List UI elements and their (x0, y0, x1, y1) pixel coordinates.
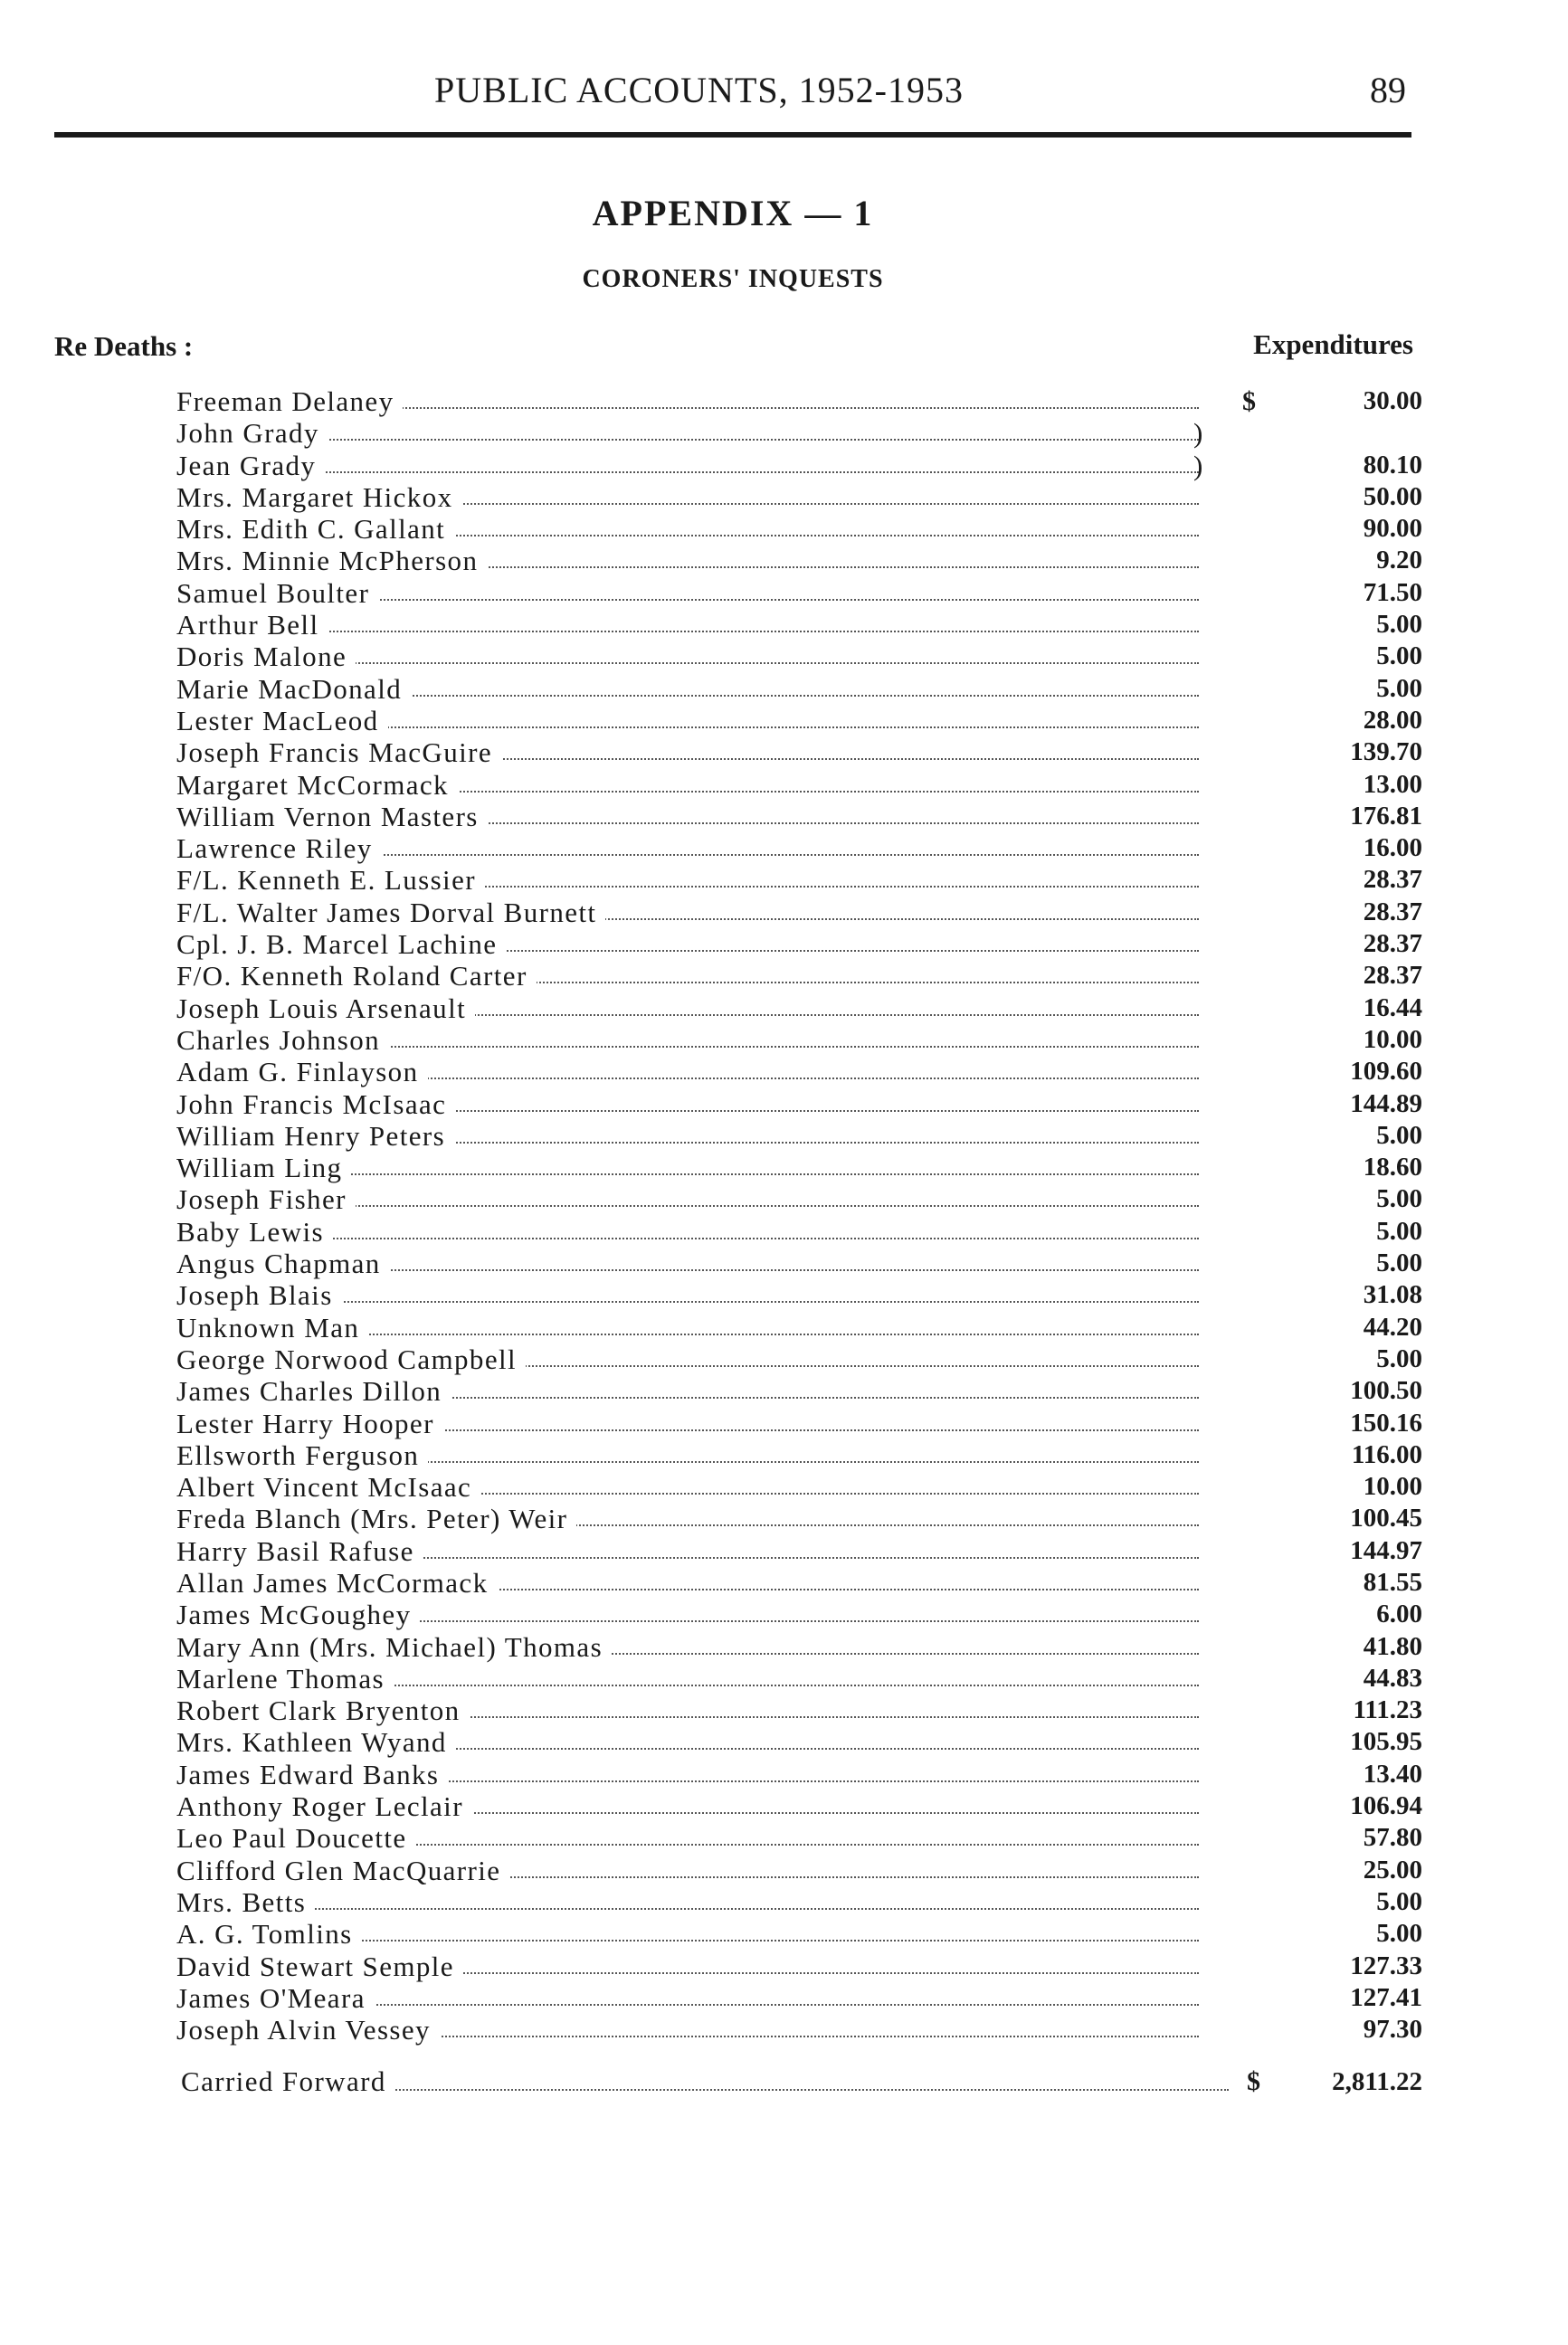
entry-name: Albert Vincent McIsaac (176, 1471, 480, 1503)
entry-amount: 9.20 (1376, 546, 1422, 575)
entry-name: Jean Grady (176, 450, 325, 481)
list-item (176, 1695, 1422, 1726)
entry-name: Mary Ann (Mrs. Michael) Thomas (176, 1631, 612, 1663)
list-item (176, 1886, 1422, 1918)
entry-amount: 50.00 (1363, 481, 1422, 511)
dot-leader (185, 1238, 1199, 1239)
entry-name: Margaret McCormack (176, 769, 458, 801)
entry-name: Lester Harry Hooper (176, 1408, 443, 1439)
re-deaths-label: Re Deaths : (54, 330, 194, 362)
entry-name: Mrs. Kathleen Wyand (176, 1726, 456, 1758)
list-item (176, 1471, 1422, 1503)
entry-amount: 5.00 (1376, 673, 1422, 703)
list-item (176, 545, 1422, 576)
entry-amount: 176.81 (1350, 801, 1422, 831)
dot-leader (185, 1908, 1199, 1910)
dot-leader (185, 439, 1199, 441)
header-rule (54, 132, 1411, 138)
section-title: CORONERS' INQUESTS (582, 265, 884, 293)
entry-name: Mrs. Minnie McPherson (176, 545, 487, 576)
list-item (176, 1951, 1422, 1982)
entry-name: F/L. Walter James Dorval Burnett (176, 897, 605, 928)
list-item (176, 1120, 1422, 1152)
carried-forward-amount: 2,811.22 (1332, 2067, 1422, 2096)
list-item (176, 960, 1422, 992)
entry-name: John Grady (176, 417, 328, 449)
list-item (176, 1216, 1422, 1248)
list-item (176, 1312, 1422, 1343)
entry-amount: 5.00 (1376, 1120, 1422, 1150)
list-item (176, 513, 1422, 545)
list-item (176, 1183, 1422, 1215)
appendix-title: APPENDIX — 1 (592, 193, 874, 233)
entry-name: Allan James McCormack (176, 1567, 498, 1599)
entry-name: Mrs. Edith C. Gallant (176, 513, 454, 545)
entry-name: F/O. Kenneth Roland Carter (176, 960, 537, 992)
entry-name: Clifford Glen MacQuarrie (176, 1855, 509, 1886)
entry-amount: 144.89 (1350, 1088, 1422, 1118)
entry-name: Freda Blanch (Mrs. Peter) Weir (176, 1503, 576, 1534)
entry-amount: 139.70 (1350, 737, 1422, 767)
entry-amount: 6.00 (1376, 1600, 1422, 1629)
entry-amount: 109.60 (1350, 1057, 1422, 1087)
list-item (176, 1855, 1422, 1886)
entry-amount: 18.60 (1363, 1153, 1422, 1182)
entry-amount: 116.00 (1351, 1439, 1422, 1469)
list-item (176, 1567, 1422, 1599)
list-item (176, 705, 1422, 736)
list-item (176, 1663, 1422, 1695)
entry-amount: 31.08 (1363, 1280, 1422, 1310)
entry-name: Marlene Thomas (176, 1663, 394, 1695)
entry-amount: 106.94 (1350, 1791, 1422, 1821)
entry-amount: 16.44 (1363, 992, 1422, 1022)
entry-amount: 90.00 (1363, 514, 1422, 544)
entry-name: Charles Johnson (176, 1024, 389, 1056)
entry-amount: 97.30 (1363, 2015, 1422, 2045)
entry-name: William Henry Peters (176, 1120, 454, 1152)
entry-amount: 81.55 (1363, 1567, 1422, 1597)
entry-amount: 16.00 (1363, 833, 1422, 863)
entry-amount: 28.00 (1363, 705, 1422, 735)
entry-name: F/L. Kenneth E. Lussier (176, 864, 485, 896)
list-item (176, 2014, 1422, 2046)
list-item (176, 417, 1422, 449)
entry-amount: 13.40 (1363, 1759, 1422, 1789)
entry-name: James Edward Banks (176, 1759, 448, 1790)
entry-name: Joseph Alvin Vessey (176, 2014, 440, 2046)
entry-amount: 44.83 (1363, 1663, 1422, 1693)
entry-amount: 5.00 (1376, 1216, 1422, 1246)
list-item (176, 1152, 1422, 1183)
entry-name: William Ling (176, 1152, 351, 1183)
dot-leader (185, 631, 1199, 632)
carried-forward-row (181, 2065, 1422, 2098)
entry-amount: 150.16 (1350, 1408, 1422, 1438)
list-item (176, 801, 1422, 832)
entry-name: Mrs. Margaret Hickox (176, 481, 462, 513)
entry-name: Joseph Blais (176, 1279, 342, 1311)
dot-leader (185, 471, 1199, 473)
entry-name: Freeman Delaney (176, 385, 403, 417)
entry-name: James McGoughey (176, 1599, 420, 1630)
entry-amount: 57.80 (1363, 1823, 1422, 1853)
entry-name: David Stewart Semple (176, 1951, 463, 1982)
bracket-mark: ) (1193, 449, 1203, 481)
entry-name: Adam G. Finlayson (176, 1056, 428, 1087)
list-item (176, 736, 1422, 768)
list-item (176, 1759, 1422, 1790)
entry-amount: 71.50 (1363, 577, 1422, 607)
list-item (176, 385, 1422, 417)
list-item (176, 577, 1422, 609)
entry-amount: 25.00 (1363, 1855, 1422, 1885)
list-item (176, 481, 1422, 513)
entry-name: Baby Lewis (176, 1216, 333, 1248)
list-item (176, 1982, 1422, 2014)
list-item (176, 1343, 1422, 1375)
entry-name: Robert Clark Bryenton (176, 1695, 470, 1726)
entry-name: Mrs. Betts (176, 1886, 315, 1918)
entry-name: A. G. Tomlins (176, 1918, 362, 1950)
entry-amount: 5.00 (1376, 610, 1422, 640)
entry-name: Ellsworth Ferguson (176, 1439, 428, 1471)
entry-name: James Charles Dillon (176, 1375, 451, 1407)
expenditures-column-heading: Expenditures (1253, 328, 1413, 360)
list-item (176, 897, 1422, 928)
entry-name: Harry Basil Rafuse (176, 1535, 423, 1567)
entry-amount: 10.00 (1363, 1472, 1422, 1502)
list-item (176, 769, 1422, 801)
entry-amount: 80.10 (1363, 450, 1422, 479)
entry-name: Doris Malone (176, 641, 356, 672)
entry-name: Joseph Fisher (176, 1183, 356, 1215)
list-item (176, 1535, 1422, 1567)
entry-name: William Vernon Masters (176, 801, 488, 832)
entry-name: Marie MacDonald (176, 673, 411, 705)
entry-amount: 5.00 (1376, 1919, 1422, 1949)
entry-amount: 13.00 (1363, 769, 1422, 799)
list-item (176, 832, 1422, 864)
list-item (176, 1726, 1422, 1758)
entry-amount: 5.00 (1376, 1343, 1422, 1373)
bracket-mark: ) (1193, 417, 1203, 450)
list-item (176, 1439, 1422, 1471)
list-item (176, 1599, 1422, 1630)
list-item (176, 1279, 1422, 1311)
list-item (176, 1790, 1422, 1822)
entry-name: Samuel Boulter (176, 577, 378, 609)
list-item (176, 992, 1422, 1024)
entry-amount: 28.37 (1363, 929, 1422, 959)
list-item (176, 1024, 1422, 1056)
list-item (176, 1631, 1422, 1663)
page-header-title: PUBLIC ACCOUNTS, 1952-1953 (434, 70, 964, 110)
list-item (176, 1822, 1422, 1854)
entry-name: Unknown Man (176, 1312, 368, 1343)
entry-amount: 127.41 (1350, 1982, 1422, 2012)
entry-name: Joseph Louis Arsenault (176, 992, 475, 1024)
entry-amount: 28.37 (1363, 865, 1422, 895)
entry-name: Arthur Bell (176, 609, 328, 641)
list-item (176, 1408, 1422, 1439)
entry-name: Lawrence Riley (176, 832, 382, 864)
entry-name: George Norwood Campbell (176, 1343, 526, 1375)
entry-amount: 127.33 (1350, 1951, 1422, 1980)
entry-name: Anthony Roger Leclair (176, 1790, 472, 1822)
currency-symbol: $ (1247, 2066, 1260, 2096)
entry-amount: 5.00 (1376, 1248, 1422, 1278)
entry-name: John Francis McIsaac (176, 1088, 455, 1120)
entry-amount: 28.37 (1363, 897, 1422, 926)
entry-amount: 111.23 (1353, 1695, 1422, 1725)
entry-amount: 5.00 (1376, 1886, 1422, 1916)
list-item (176, 1918, 1422, 1950)
entry-amount: 44.20 (1363, 1312, 1422, 1342)
currency-symbol: $ (1242, 386, 1256, 416)
entry-amount: 100.45 (1350, 1504, 1422, 1533)
expenditure-list (176, 385, 1422, 2046)
entry-amount: 5.00 (1376, 1184, 1422, 1214)
list-item (176, 1375, 1422, 1407)
entry-amount: 144.97 (1350, 1535, 1422, 1565)
list-item (176, 1056, 1422, 1087)
page-number: 89 (1370, 70, 1406, 110)
entry-amount: 30.00 (1363, 386, 1422, 415)
list-item (176, 450, 1422, 481)
list-item (176, 1088, 1422, 1120)
entry-amount: 28.37 (1363, 961, 1422, 991)
entry-name: Joseph Francis MacGuire (176, 736, 501, 768)
list-item (176, 1503, 1422, 1534)
list-item (176, 641, 1422, 672)
entry-amount: 105.95 (1350, 1727, 1422, 1757)
entry-amount: 5.00 (1376, 641, 1422, 671)
entry-name: James O'Meara (176, 1982, 375, 2014)
entry-name: Angus Chapman (176, 1248, 390, 1279)
entry-name: Cpl. J. B. Marcel Lachine (176, 928, 506, 960)
list-item (176, 928, 1422, 960)
entry-amount: 10.00 (1363, 1024, 1422, 1054)
entry-amount: 100.50 (1350, 1376, 1422, 1406)
list-item (176, 609, 1422, 641)
entry-name: Lester MacLeod (176, 705, 388, 736)
list-item (176, 864, 1422, 896)
carried-forward-label: Carried Forward (181, 2065, 395, 2098)
list-item (176, 673, 1422, 705)
entry-amount: 41.80 (1363, 1631, 1422, 1661)
entry-name: Leo Paul Doucette (176, 1822, 416, 1854)
list-item (176, 1248, 1422, 1279)
